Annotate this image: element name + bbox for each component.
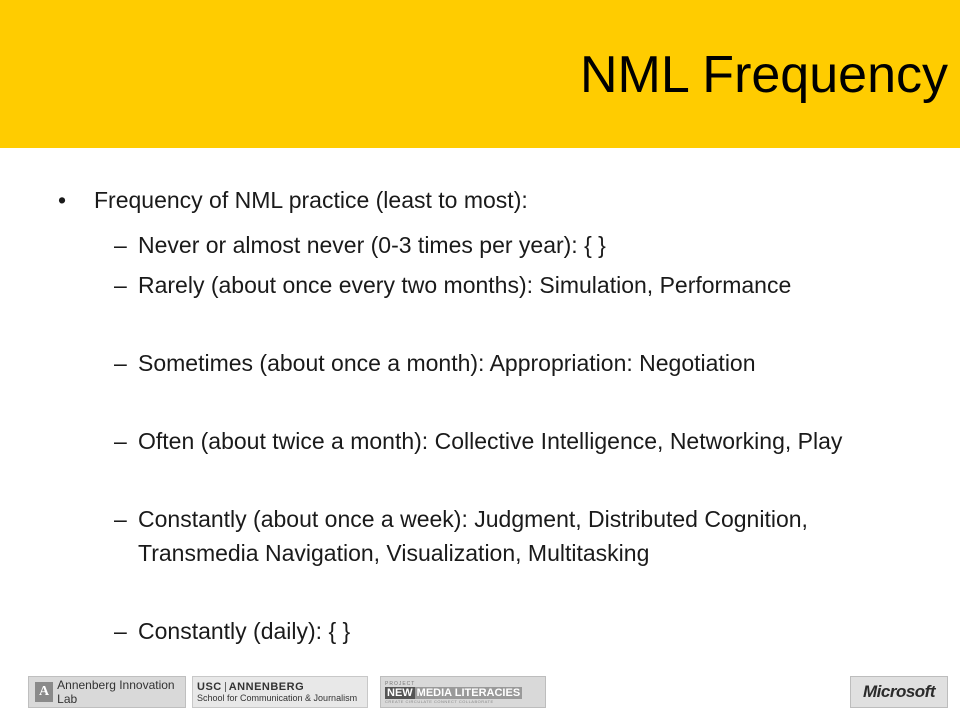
- nml-wordmark: [385, 687, 522, 699]
- annenberg-innovation-lab-logo: [28, 676, 186, 708]
- nml-new-text: NEW: [387, 686, 413, 699]
- microsoft-logo: [850, 676, 948, 708]
- sub-item-text: Sometimes (about once a month): Appropriation: Negotiation: [138, 350, 756, 376]
- dash-mark: –: [114, 232, 127, 258]
- main-bullet: [58, 183, 528, 217]
- sub-item-text: Often (about twice a month): Collective Intelligence, Networking, Play: [138, 428, 843, 454]
- microsoft-text: Microsoft: [863, 682, 935, 701]
- sub-item-often: [114, 424, 874, 458]
- dash-mark: –: [114, 506, 127, 532]
- sub-item-text: Constantly (daily): { }: [138, 618, 351, 644]
- nml-project-text: PROJECT: [385, 680, 416, 687]
- sub-item-rarely: [114, 268, 874, 302]
- usc-logo-top: [197, 681, 304, 693]
- sub-item-sometimes: [114, 346, 874, 380]
- sub-item-constantly-weekly: [114, 502, 874, 570]
- dash-mark: –: [114, 350, 127, 376]
- usc-text: USC: [197, 681, 222, 693]
- dash-mark: –: [114, 618, 127, 644]
- usc-annenberg-logo: [192, 676, 368, 708]
- nml-tagline: CREATE CIRCULATE CONNECT COLLABORATE: [385, 698, 494, 704]
- sub-item-text: Never or almost never (0-3 times per year): { }: [138, 232, 606, 258]
- annenberg-text: ANNENBERG: [228, 681, 305, 693]
- new-media-literacies-logo: [380, 676, 546, 708]
- usc-school-text: School for Communication & Journalism: [197, 693, 358, 703]
- sub-item-never: [114, 228, 874, 262]
- sub-item-text: Constantly (about once a week): Judgment, Distributed Cognition, Transmedia Navigation, Visualization, Multitasking: [138, 506, 808, 566]
- dash-mark: –: [114, 272, 127, 298]
- dash-mark: –: [114, 428, 127, 454]
- sub-item-constantly-daily: [114, 614, 874, 648]
- usc-divider: [225, 682, 226, 692]
- annenberg-lab-text: Annenberg Innovation Lab: [57, 678, 175, 706]
- slide-title: NML Frequency: [580, 46, 948, 104]
- annenberg-a-icon: A: [35, 682, 53, 702]
- main-bullet-text: Frequency of NML practice (least to most):: [94, 187, 528, 213]
- bullet-mark: •: [58, 187, 67, 213]
- nml-rest-text: MEDIA LITERACIES: [416, 686, 521, 699]
- sub-item-text: Rarely (about once every two months): Simulation, Performance: [138, 272, 792, 298]
